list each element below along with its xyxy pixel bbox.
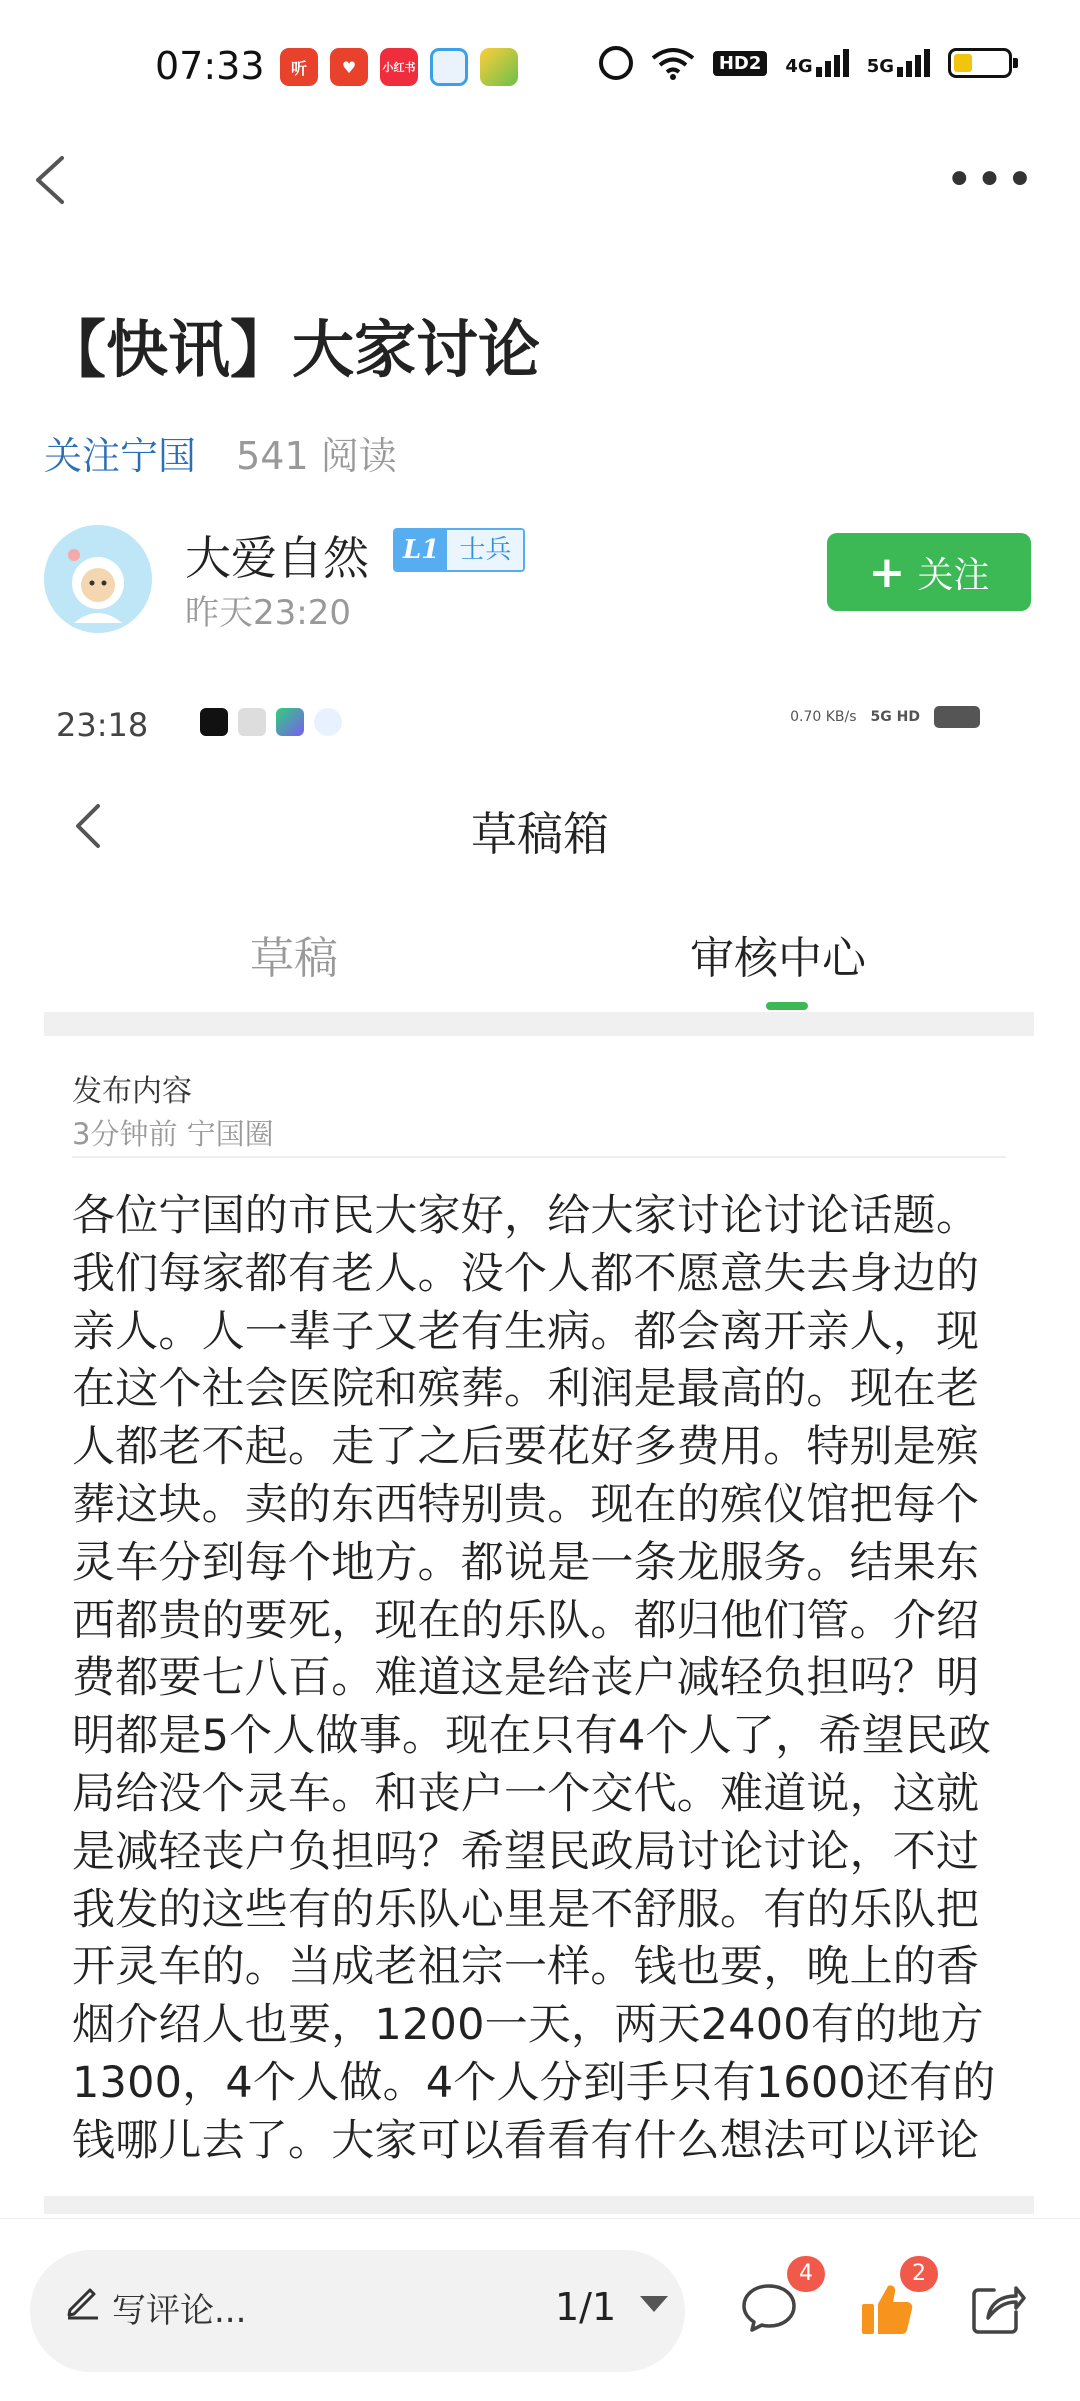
heart-app-icon: ♥	[330, 48, 368, 86]
share-app-icon	[238, 708, 266, 736]
tiktok-app-icon	[200, 708, 228, 736]
page-indicator[interactable]: 1/1	[555, 2285, 617, 2329]
embedded-status-time: 23:18	[56, 706, 149, 744]
tingshu-app-icon: 听	[280, 48, 318, 86]
avatar[interactable]	[44, 525, 152, 633]
post-meta	[44, 425, 397, 480]
iqiyi-app-icon	[276, 708, 304, 736]
active-tab-indicator	[766, 1002, 808, 1010]
follow-button[interactable]	[827, 533, 1031, 611]
net-speed: 0.70 KB/s	[790, 709, 857, 725]
publish-content-label: 发布内容	[72, 1074, 192, 1109]
signal-4g-icon	[785, 49, 848, 77]
alarm-icon	[599, 46, 633, 80]
plus-icon: +	[868, 546, 906, 598]
embedded-status-indicators	[790, 706, 980, 728]
post-content-text: 各位宁国的市民大家好，给大家讨论讨论话题。我们每家都有老人。没个人都不愿意失去身边的亲人。人一辈子又老有生病。都会离开亲人，现在这个社会医院和殡葬。利润是最高的。现在老人都老不起。走了之后要花好多费用。特别是殡葬这块。卖的东西特别贵。现在的殡仪馆把每个灵车分到每个地方。都说是一条龙服务。结果东西都贵的要死，现在的乐队。都归他们管。介绍费都要七八百。难道这是给丧户减轻负担吗？明明都是5个人做事。现在只有4个人了，希望民政局给没个灵车。和丧户一个交代。难道说，这就是减轻丧户负担吗？希望民政局讨论讨论，不过我发的这些有的乐队心里是不舒服。有的乐队把开灵车的。当成老祖宗一样。钱也要，晚上的香烟介绍人也要，1200一天，两天2400有的地方1300，4个人做。4个人分到手只有1600还有的钱哪儿去了。大家可以看看有什么想法可以评论	[72, 1191, 996, 2166]
read-count: 541 阅读	[236, 434, 397, 478]
signal-5g-icon	[867, 49, 930, 77]
pen-icon	[62, 2280, 102, 2320]
battery-icon	[948, 48, 1012, 78]
comment-icon[interactable]	[740, 2282, 798, 2334]
post-time: 昨天23:20	[185, 593, 351, 633]
thumbs-up-icon[interactable]	[858, 2280, 914, 2338]
content-divider	[72, 1156, 1006, 1158]
status-bar	[0, 0, 1080, 140]
circle-link[interactable]: 关注宁国	[44, 434, 197, 478]
embedded-page-title: 草稿箱	[471, 807, 609, 861]
publish-time-circle: 3分钟前 宁国圈	[72, 1117, 274, 1151]
status-time: 07:33	[155, 44, 265, 88]
back-arrow-icon[interactable]	[28, 150, 88, 210]
status-indicators	[599, 46, 1012, 80]
caret-down-icon[interactable]	[640, 2296, 668, 2312]
battery-level-fill	[954, 54, 972, 72]
game-app-icon	[480, 48, 518, 86]
rank-label: 士兵	[447, 530, 523, 570]
more-options-icon[interactable]: •••	[945, 152, 1036, 208]
like-count-badge: 2	[900, 2256, 938, 2292]
author-name[interactable]: 大爱自然	[185, 531, 369, 585]
signal-5g-label: 5G	[866, 56, 894, 77]
net-label: 5G HD	[870, 709, 920, 725]
post-title: 【快讯】大家讨论	[44, 313, 541, 386]
comment-placeholder[interactable]: 写评论...	[112, 2291, 247, 2331]
embedded-battery-icon	[934, 706, 980, 728]
browser-app-icon	[430, 48, 468, 86]
hd-icon: HD2	[713, 51, 768, 76]
tab-drafts: 草稿	[250, 933, 338, 984]
xiaohongshu-app-icon: 小红书	[380, 48, 418, 86]
level-label: L1	[395, 530, 447, 570]
browser-app-icon-small	[314, 708, 342, 736]
comment-count-badge: 4	[787, 2256, 825, 2292]
share-icon[interactable]	[970, 2280, 1026, 2336]
embedded-status-app-icons	[200, 708, 342, 736]
status-app-icons	[280, 48, 518, 86]
signal-4g-label: 4G	[785, 56, 813, 77]
section-divider	[44, 1012, 1034, 1036]
section-divider-bottom	[44, 2196, 1034, 2214]
wifi-icon	[651, 46, 695, 80]
level-badge	[393, 528, 525, 572]
follow-label: 关注	[917, 554, 990, 596]
tab-review-center: 审核中心	[690, 933, 866, 984]
